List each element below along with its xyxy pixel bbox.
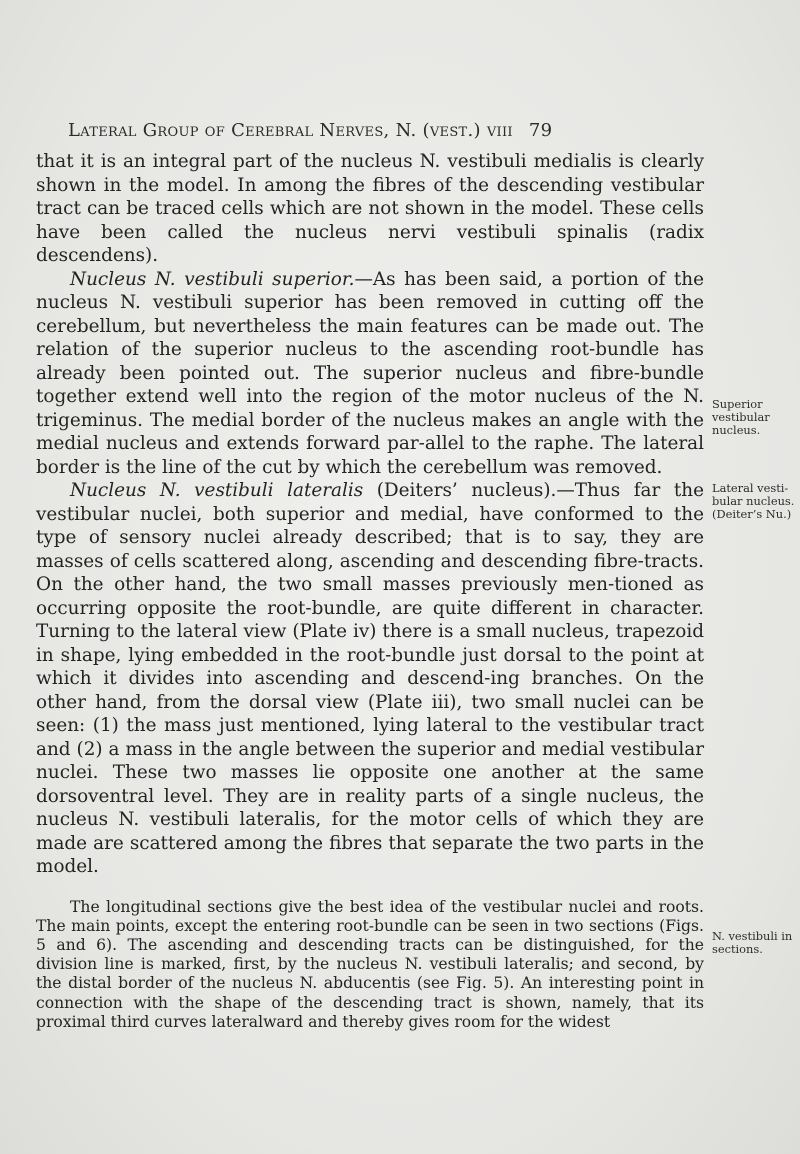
page-number: 79 [528, 120, 553, 141]
section-heading-superior: Nucleus N. vestibuli superior. [70, 268, 355, 290]
paragraph-sections: The longitudinal sections give the best idea of the vestibular nuclei and roots. The main points, except the entering root-bundle can be seen in two sections (Figs. 5 and 6). The ascending and descending tracts can be distinguished, for the division line is marked, first, by the nucleus N. vestibuli lateralis; and second, by the distal border of the nucleus N. abducentis (see Fig. 5). An interesting point in connection with the shape of the descending tract is shown, namely, that its proximal third curves lateralward and thereby gives room for the widest [36, 897, 704, 1031]
body-text [36, 150, 704, 1032]
running-head-title: Lateral Group of Cerebral Nerves, N. (vest.) viii [68, 120, 513, 141]
running-head [68, 120, 708, 141]
paragraph-continuation: that it is an integral part of the nucleus N. vestibuli medialis is clearly shown in the model. In among the fibres of the descending vestibular tract can be traced cells which are not shown in the model. These cells have been called the nucleus nervi vestibuli spinalis (radix descendens). [36, 151, 704, 266]
paragraph-lateral-nucleus [36, 479, 704, 879]
margin-note-superior: Superior vestibular nucleus. [712, 397, 770, 437]
paragraph-superior-nucleus [36, 268, 704, 480]
paragraph-superior-text: —As has been said, a portion of the nucleus N. vestibuli superior has been removed in cutting off the cerebellum, but nevertheless the main features can be made out. The relation of the superior nucleus to the ascending root-bundle has already been pointed out. The superior nucleus and fibre-bundle together extend well into the region of the motor nucleus of the N. trigeminus. The medial border of the nucleus makes an angle with the medial nucleus and extends forward par-allel to the raphe. The lateral border is the line of the cut by which the cerebellum was removed. [36, 268, 704, 478]
section-heading-lateral: Nucleus N. vestibuli lateralis [70, 480, 364, 501]
paragraph-lateral-text: (Deiters’ nucleus).—Thus far the vestibular nuclei, both superior and medial, have conformed to the type of sensory nuclei already described; that is to say, they are masses of cells scattered along, ascending and descending fibre-tracts. On the other hand, the two small masses previously men-tioned as occurring opposite the root-bundle, are quite different in character. Turning to the lateral view (Plate iv) there is a small nucleus, trapezoid in shape, lying embedded in the root-bundle just dorsal to the point at which it divides into ascending and descend-ing branches. On the other hand, from the dorsal view (Plate iii), two small nuclei can be seen: (1) the mass just mentioned, lying lateral to the vestibular tract and (2) a mass in the angle between the superior and medial vestibular nuclei. These two masses lie opposite one another at the same dorsoventral level. They are in reality parts of a single nucleus, the nucleus N. vestibuli lateralis, for the motor cells of which they are made are scattered among the fibres that separate the two parts in the model. [36, 480, 704, 877]
margin-note-lateral: Lateral vesti-bular nucleus. (Deiter’s Nu.) [712, 481, 795, 521]
margin-note-sections: N. vestibuli in sections. [712, 929, 793, 956]
